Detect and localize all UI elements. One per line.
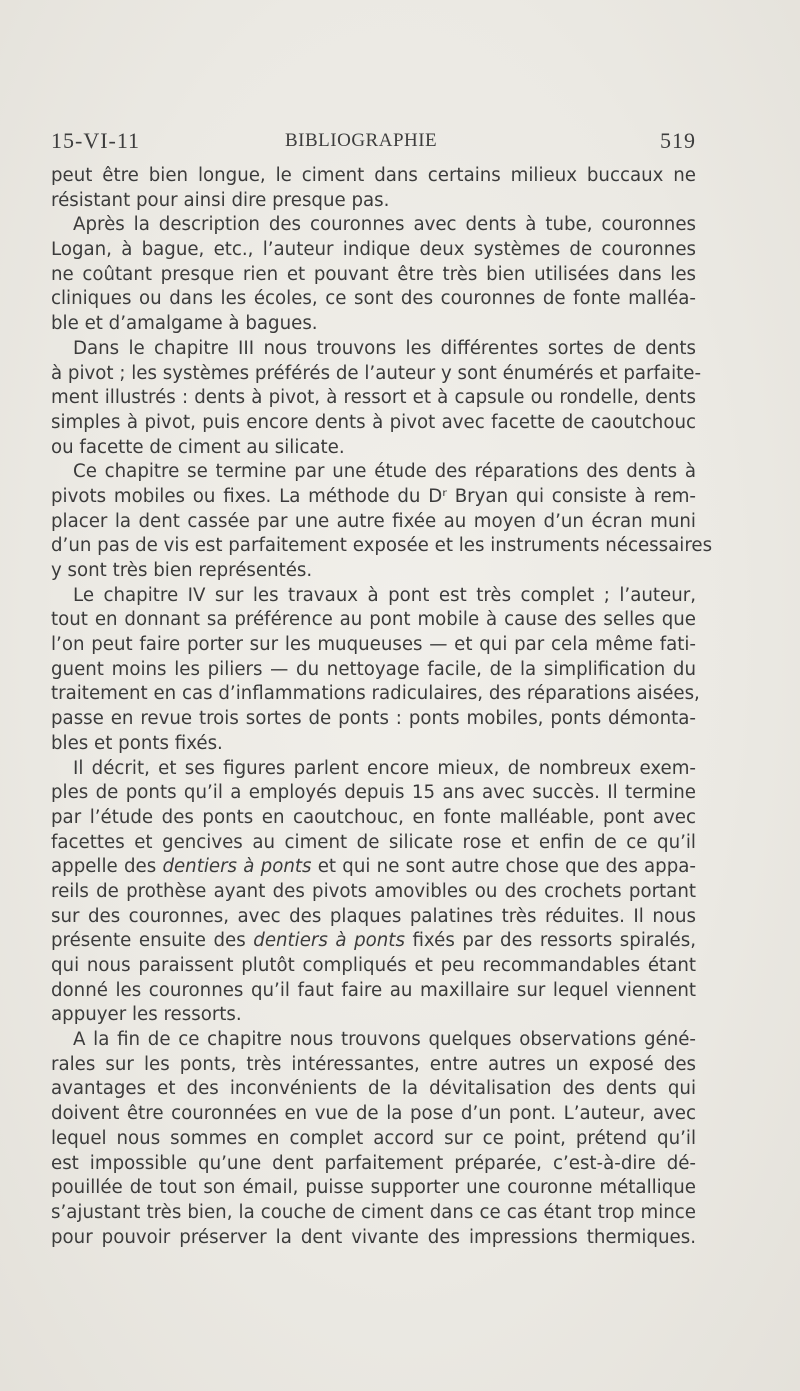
text-line: passe en revue trois sortes de ponts : ponts mobiles, ponts démonta-: [51, 708, 696, 730]
page-number: 519: [660, 128, 696, 153]
text-line: à pivot ; les systèmes préférés de l’auteur y sont énumérés et parfaite-: [51, 362, 702, 384]
text-line: bles et ponts fixés.: [51, 732, 223, 754]
text-line: ment illustrés : dents à pivot, à ressort et à capsule ou rondelle, dents: [51, 387, 696, 409]
text-line: Ce chapitre se termine par une étude des réparations des dents à: [73, 461, 696, 483]
text-line: Dans le chapitre III nous trouvons les différentes sortes de dents: [73, 337, 696, 359]
body-text: [51, 164, 713, 1250]
text-line: ble et d’amalgame à bagues.: [51, 313, 318, 335]
text-line: l’on peut faire porter sur les muqueuses — et qui par cela même fati-: [51, 634, 696, 656]
text-line: donné les couronnes qu’il faut faire au maxillaire sur lequel viennent: [51, 979, 696, 1001]
text-line: par l’étude des ponts en caoutchouc, en fonte malléable, pont avec: [51, 806, 696, 828]
text-line: simples à pivot, puis encore dents à pivot avec facette de caoutchouc: [51, 411, 696, 433]
text-line: ne coûtant presque rien et pouvant être très bien utilisées dans les: [51, 263, 696, 285]
text-line: rales sur les ponts, très intéressantes, entre autres un exposé des: [51, 1053, 696, 1075]
text-line: s’ajustant très bien, la couche de ciment dans ce cas étant trop mince: [51, 1201, 696, 1223]
text-line: tout en donnant sa préférence au pont mobile à cause des selles que: [51, 609, 696, 631]
text-line: appuyer les ressorts.: [51, 1004, 242, 1026]
text-line: qui nous paraissent plutôt compliqués et peu recommandables étant: [51, 955, 696, 976]
text-line: y sont très bien représentés.: [51, 560, 313, 581]
text-line: sur des couronnes, avec des plaques palatines très réduites. Il nous: [51, 905, 696, 927]
header-section-title: BIBLIOGRAPHIE: [285, 130, 438, 151]
italic-term: dentiers à ponts: [253, 930, 405, 952]
text-line: Le chapitre IV sur les travaux à pont est très complet ; l’auteur,: [73, 584, 696, 606]
text-line: pouillée de tout son émail, puisse supporter une couronne métallique: [51, 1177, 696, 1199]
text-line: facettes et gencives au ciment de silicate rose et enfin de ce qu’il: [51, 831, 696, 853]
text-line: ples de ponts qu’il a employés depuis 15 ans avec succès. Il termine: [51, 782, 696, 804]
text-line: reils de prothèse ayant des pivots amovibles ou des crochets portant: [51, 880, 696, 902]
text-line: d’un pas de vis est parfaitement exposée et les instruments nécessaires: [51, 535, 713, 557]
text-line: peut être bien longue, le ciment dans certains milieux buccaux ne: [51, 165, 696, 186]
text-line: cliniques ou dans les écoles, ce sont des couronnes de fonte malléa-: [51, 288, 696, 310]
text-line: traitement en cas d’inflammations radiculaires, des réparations aisées,: [51, 683, 700, 705]
text-line: appelle des dentiers à ponts et qui ne sont autre chose que des appa-: [51, 856, 696, 878]
running-header: [51, 128, 696, 160]
text-line: avantages et des inconvénients de la dévitalisation des dents qui: [51, 1078, 696, 1100]
text-line: guent moins les piliers — du nettoyage facile, de la simplification du: [51, 658, 696, 680]
text-line: A la fin de ce chapitre nous trouvons quelques observations géné-: [73, 1029, 696, 1051]
header-date: 15-VI-11: [51, 128, 141, 153]
text-line: ou facette de ciment au silicate.: [51, 436, 345, 458]
text-line: doivent être couronnées en vue de la pose d’un pont. L’auteur, avec: [51, 1103, 696, 1125]
text-line: Après la description des couronnes avec dents à tube, couronnes: [73, 214, 696, 236]
text-line: présente ensuite des dentiers à ponts fixés par des ressorts spiralés,: [51, 930, 696, 952]
text-line: pivots mobiles ou fixes. La méthode du Dʳ Bryan qui consiste à rem-: [51, 485, 696, 507]
text-line: pour pouvoir préserver la dent vivante des impressions thermiques.: [51, 1226, 696, 1248]
text-line: Logan, à bague, etc., l’auteur indique deux systèmes de couronnes: [51, 239, 696, 261]
text-line: résistant pour ainsi dire presque pas.: [51, 189, 390, 211]
text-line: est impossible qu’une dent parfaitement préparée, c’est-à-dire dé-: [51, 1152, 696, 1174]
italic-term: dentiers à ponts: [162, 856, 312, 878]
text-line: placer la dent cassée par une autre fixée au moyen d’un écran muni: [51, 510, 696, 532]
text-line: lequel nous sommes en complet accord sur ce point, prétend qu’il: [51, 1127, 696, 1149]
text-line: Il décrit, et ses figures parlent encore mieux, de nombreux exem-: [73, 757, 696, 779]
